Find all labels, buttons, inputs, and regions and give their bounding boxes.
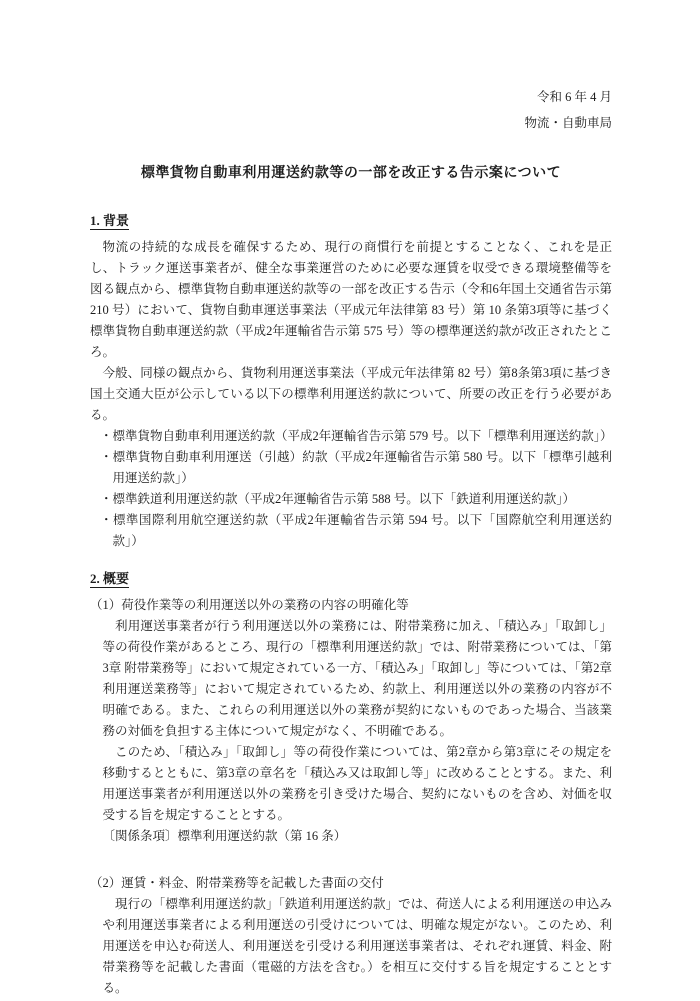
list-item: ・標準鉄道利用運送約款（平成2年運輸省告示第 588 号。以下「鉄道利用運送約款」） (100, 492, 576, 506)
list-item: ・標準国際利用航空運送約款（平成2年運輸省告示第 594 号。以下「国際航空利用運送約款」） (100, 513, 612, 548)
overview-item1-heading: （1）荷役作業等の利用運送以外の業務の内容の明確化等 (90, 598, 409, 612)
tariff-list (90, 426, 612, 552)
list-item: ・標準貨物自動車利用運送約款（平成2年運輸省告示第 579 号。以下「標準利用運送約款」） (100, 429, 613, 443)
section-overview (90, 568, 612, 999)
doc-department: 物流・自動車局 (524, 116, 612, 130)
overview-item1-paragraph-2: このため、「積込み」「取卸し」等の荷役作業については、第2章から第3章にその規定を移動するとともに、第3章の章名を「積込み又は取卸し等」に改めることとする。また、利用運送事業者が利用運送以外の業務を引き受けた場合、契約にないものを含め、対価を収受する旨を規定することとする。 (102, 745, 612, 822)
section1-heading-text: 1. 背景 (90, 213, 130, 228)
overview-item2-paragraph-1: 現行の「標準利用運送約款」「鉄道利用運送約款」では、荷送人による利用運送の申込みや利用運送事業者による利用運送の引受けについては、明確な規定がない。このため、利用運送を申込む荷送人、利用運送を引受ける利用運送事業者は、それぞれ運賃、料金、附帯業務等を記載した書面（電磁的方法を含む。）を相互に交付する旨を規定することとする。 (102, 897, 612, 995)
section2-heading (90, 568, 612, 587)
overview-item-1 (90, 595, 612, 847)
background-paragraph-1: 物流の持続的な成長を確保するため、現行の商慣行を前提とすることなく、これを是正し、トラック運送事業者が、健全な事業運営のために必要な運賃を収受できる環境整備等を図る観点から、標準貨物自動車運送約款等の一部を改正する告示（令和6年国土交通省告示第 210 号）において、貨物自動車運送事業法（平成元年法律第 83 号）第 10 条第3項等に基づく標準貨物自動車運送約款（平成2年運輸省告示第 575 号）等の標準運送約款が改正されたところ。 (90, 240, 612, 359)
overview-item2-heading: （2）運賃・料金、附帯業務等を記載した書面の交付 (90, 876, 384, 890)
section2-heading-text: 2. 概要 (90, 571, 130, 586)
section1-heading (90, 210, 612, 229)
overview-item1-paragraph-1: 利用運送事業者が行う利用運送以外の業務には、附帯業務に加え、「積込み」「取卸し」等の荷役作業があるところ、現行の「標準利用運送約款」では、附帯業務については、「第3章 附帯業務等」において規定されている一方、「積込み」「取卸し」等については、「第2章 利用運送業務等」において規定されているため、約款上、利用運送以外の業務の内容が不明確である。また、これらの利用運送以外の業務が契約にないものであった場合、当該業務の対価を負担する主体について規定がなく、不明確である。 (102, 619, 612, 738)
doc-date: 令和 6 年 4 月 (536, 90, 612, 104)
page-title: 標準貨物自動車利用運送約款等の一部を改正する告示案について (140, 166, 562, 181)
related-articles-note: 〔関係条項〕標準利用運送約款（第 16 条） (102, 829, 347, 843)
overview-item-2 (90, 873, 612, 999)
list-item: ・標準貨物自動車利用運送（引越）約款（平成2年運輸省告示第 580 号。以下「標準引越利用運送約款」） (100, 450, 612, 485)
background-paragraph-2: 今般、同様の観点から、貨物利用運送事業法（平成元年法律第 82 号）第8条第3項に基づき国土交通大臣が公示している以下の標準利用運送約款について、所要の改正を行う必要がある。 (90, 366, 612, 422)
section-background (90, 210, 612, 552)
document-header (90, 84, 612, 136)
